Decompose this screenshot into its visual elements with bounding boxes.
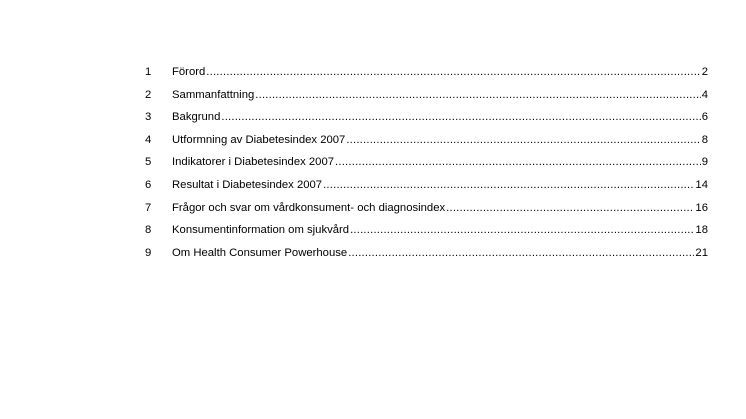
toc-dot-leader bbox=[348, 242, 694, 265]
toc-dot-leader bbox=[323, 174, 694, 197]
toc-entry-number: 3 bbox=[145, 111, 152, 124]
toc-dot-leader bbox=[206, 61, 700, 84]
toc-entry-page: 8 bbox=[701, 133, 708, 146]
toc-entry-number: 8 bbox=[145, 224, 152, 237]
toc-entry-number: 1 bbox=[145, 66, 152, 78]
toc-entry-page: 4 bbox=[701, 88, 708, 101]
toc-entry-title[interactable]: Resultat i Diabetesindex 2007 bbox=[172, 178, 323, 191]
toc-entry-page: 16 bbox=[695, 201, 708, 214]
toc-dot-leader bbox=[221, 106, 700, 129]
toc-entry-page: 21 bbox=[695, 246, 708, 259]
toc-entry-title[interactable]: Konsumentinformation om sjukvård bbox=[172, 224, 350, 237]
toc-entry[interactable] bbox=[145, 219, 708, 242]
toc-entry[interactable] bbox=[145, 106, 708, 129]
toc-entry[interactable] bbox=[145, 84, 708, 107]
toc-entry[interactable] bbox=[145, 197, 708, 220]
toc-entry[interactable] bbox=[145, 242, 708, 265]
toc-entry-title[interactable]: Utformning av Diabetesindex 2007 bbox=[172, 133, 346, 146]
toc-entry-page: 6 bbox=[701, 111, 708, 124]
toc-dot-leader bbox=[446, 197, 694, 220]
toc-entry-title[interactable]: Sammanfattning bbox=[172, 88, 255, 101]
toc-entry-number: 6 bbox=[145, 178, 152, 191]
toc-entry-number: 2 bbox=[145, 88, 152, 101]
toc-entry[interactable] bbox=[145, 129, 708, 152]
toc-entry-number: 5 bbox=[145, 156, 152, 169]
toc-entry-title[interactable]: Indikatorer i Diabetesindex 2007 bbox=[172, 156, 335, 169]
toc-entry-page: 18 bbox=[695, 224, 708, 237]
toc-entry-title[interactable]: Frågor och svar om vårdkonsument- och diagnosindex bbox=[172, 201, 446, 214]
toc-entry-page: 2 bbox=[701, 66, 708, 78]
toc-entry-number: 7 bbox=[145, 201, 152, 214]
toc-entry-title[interactable]: Om Health Consumer Powerhouse bbox=[172, 246, 348, 259]
toc-entry[interactable] bbox=[145, 174, 708, 197]
toc-entry[interactable] bbox=[145, 151, 708, 174]
toc-entry-title[interactable]: Bakgrund bbox=[172, 111, 221, 124]
toc-entry-page: 14 bbox=[695, 178, 708, 191]
toc-dot-leader bbox=[350, 219, 694, 242]
toc-entry-title[interactable]: Förord bbox=[172, 66, 206, 78]
toc-dot-leader bbox=[335, 151, 701, 174]
toc-entry-number: 9 bbox=[145, 246, 152, 259]
toc-entry[interactable] bbox=[145, 61, 708, 84]
toc-dot-leader bbox=[255, 84, 700, 107]
table-of-contents bbox=[145, 61, 708, 264]
toc-dot-leader bbox=[346, 129, 700, 152]
toc-entry-number: 4 bbox=[145, 133, 152, 146]
toc-entry-page: 9 bbox=[701, 156, 708, 169]
